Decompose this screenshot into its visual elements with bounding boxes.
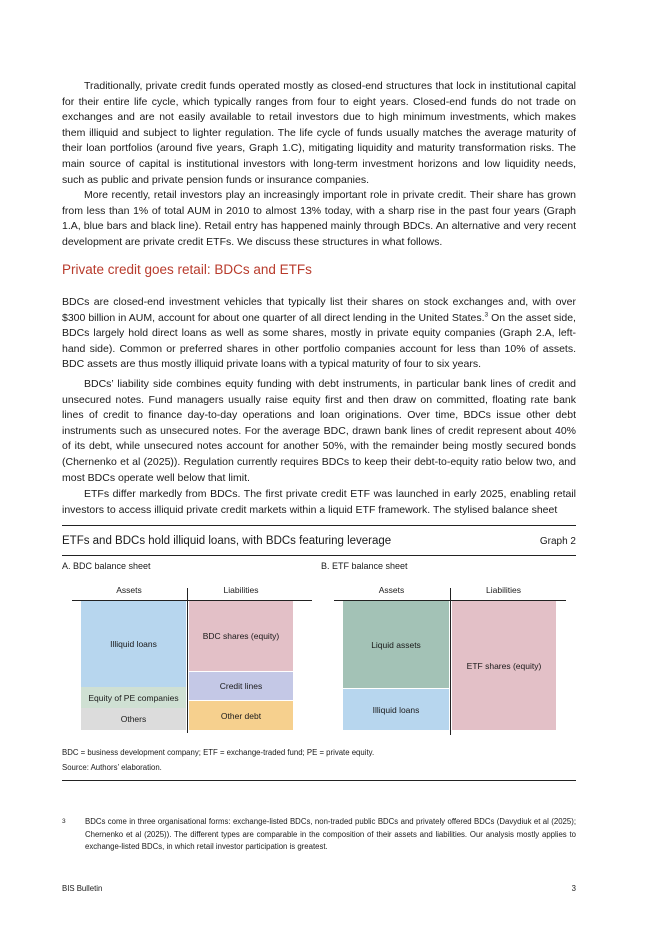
section-heading: Private credit goes retail: BDCs and ETFs [62,262,312,277]
panel-b-title: B. ETF balance sheet [321,561,408,571]
etf-divider [450,588,451,735]
graph-source: Source: Authors’ elaboration. [62,763,162,772]
paragraph-3-part-b: On the asset side, BDCs largely hold direct loans as well as some shares, mostly in private equity companies (Graph 2.A, left-hand side). Common or preferred shares in other portfolio companies account for less than 10% of assets. BDC assets are thus mostly illiquid private loans with a typical maturity of four to six years. [62,311,576,371]
paragraph-4: BDCs’ liability side combines equity funding with debt instruments, in particular bank lines of credit and unsecured notes. Fund managers usually raise equity first and then draw on committed, floating rate bank lines of credit to finance day-to-day operations and loan originations. Over time, BDCs issue other debt instruments such as unsecured notes. For the average BDC, drawn bank lines of credit represent about 40% of its debt, while unsecured notes account for another 50%, with the remainder being mostly secured bonds (Chernenko et al (2025)). Regulation currently requires BDCs to keep their debt-to-equity ratio below two, and most BDCs operate well below that limit. [62,378,576,484]
bdc-illiquid-loans-block: Illiquid loans [81,601,186,687]
bdc-other-debt-block: Other debt [189,701,293,730]
etf-illiquid-loans-block: Illiquid loans [343,689,449,730]
bdc-credit-lines-block: Credit lines [189,672,293,700]
graph-title: ETFs and BDCs hold illiquid loans, with BDCs featuring leverage [62,535,392,547]
bdc-balance-sheet [72,585,312,735]
panel-a-title: A. BDC balance sheet [62,561,151,571]
paragraph-3-part-a: BDCs are closed-end investment vehicles that typically list their shares on stock exchanges and, with over $300 billion in AUM, account for about one quarter of all direct lending in the United States. [62,296,576,324]
bdc-divider [187,588,188,733]
paragraph-1: Traditionally, private credit funds operated mostly as closed-end structures that lock in institutional capital for their entire life cycle, which typically ranges from four to eight years. Closed-end funds do not trade on exchanges and are not easily available to retail investors due to high minimum investments, which makes them illiquid and subject to lighter regulation. The life cycle of funds usually matches the average maturity of their loan portfolios (around five years, Graph 1.C), mitigating liquidity and maturity transformation risks. The main source of capital is institutional investors with long-term investment horizons and low liquidity needs, such as public and private pension funds or insurance companies. [62,80,576,186]
etf-shares-block: ETF shares (equity) [452,601,556,730]
etf-balance-sheet [334,585,566,735]
etf-assets-header: Assets [378,585,405,595]
etf-liabilities-header: Liabilities [486,585,521,595]
paragraph-5: ETFs differ markedly from BDCs. The first private credit ETF was launched in early 2025, enabling retail investors to access illiquid private credit markets within a liquid ETF framework. The stylised balance sheet [62,488,576,516]
bdc-shares-block: BDC shares (equity) [189,601,293,671]
footnote-number: 3 [62,818,66,825]
graph-top-rule [62,525,576,526]
bdc-assets-header: Assets [116,585,142,595]
etf-liquid-assets-block: Liquid assets [343,601,449,688]
bdc-equity-pe-block: Equity of PE companies [81,687,186,708]
footnote-ref-3[interactable]: 3 [484,311,489,319]
footnote-text: BDCs come in three organisational forms: exchange-listed BDCs, non-traded public BDCs and privately offered BDCs (Davydiuk et al (2025); Chernenko et al (2025)). The different types are comparable in the composition of their assets and liabilities. Our analysis mostly applies to exchange-listed BDCs, in which retail investor participation is greatest. [85,817,576,851]
footer-page-number: 3 [571,884,576,893]
graph-label: Graph 2 [539,536,576,547]
footer-publication: BIS Bulletin [62,884,103,893]
footnote [62,816,576,854]
graph-bottom-rule [62,780,576,781]
bdc-others-block: Others [81,708,186,730]
graph-title-rule [62,555,576,556]
bdc-liabilities-header: Liabilities [223,585,259,595]
graph-note: BDC = business development company; ETF = exchange-traded fund; PE = private equity. [62,748,375,757]
paragraph-2: More recently, retail investors play an increasingly important role in private credit. Their share has grown from less than 1% of total AUM in 2010 to almost 13% today, with a sharp rise in the past four years (Graph 1.A, blue bars and black line). Retail entry has happened mainly through BDCs. An alternative and very recent development are private credit ETFs. We discuss these structures in what follows. [62,189,576,248]
paragraph-3 [62,295,576,373]
